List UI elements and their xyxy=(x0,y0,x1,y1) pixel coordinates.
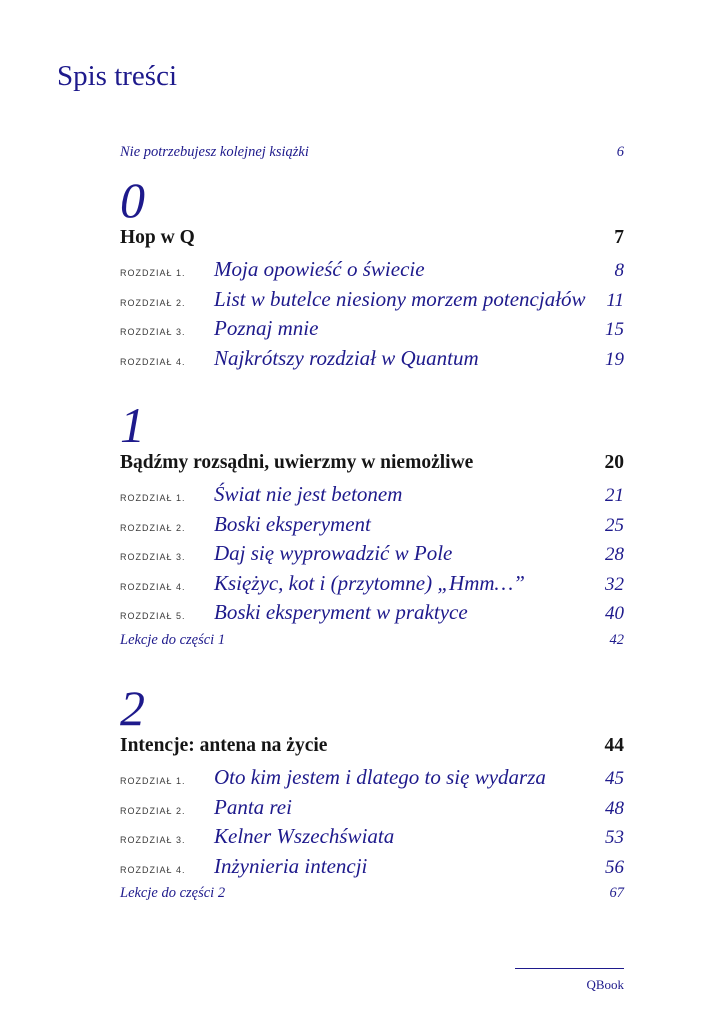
chapter-entry[interactable] xyxy=(120,316,624,346)
page-title: Spis treści xyxy=(57,60,178,92)
chapter-page: 32 xyxy=(605,573,624,595)
lessons-entry[interactable] xyxy=(120,885,624,902)
part-title: Intencje: antena na życie xyxy=(120,735,328,756)
chapter-page: 56 xyxy=(605,856,624,878)
chapter-entry[interactable] xyxy=(120,287,624,317)
chapter-entry[interactable] xyxy=(120,346,624,376)
chapter-page: 40 xyxy=(605,603,624,624)
chapter-title: Najkrótszy rozdział w Quantum xyxy=(214,345,479,370)
chapter-label: ROZDZIAŁ 3. xyxy=(120,835,186,845)
chapter-page: 8 xyxy=(614,260,624,281)
chapter-label: ROZDZIAŁ 4. xyxy=(120,356,186,367)
chapter-page: 45 xyxy=(605,768,624,789)
part-number: 1 xyxy=(120,397,145,453)
chapter-label: ROZDZIAŁ 3. xyxy=(120,327,186,337)
chapter-entry[interactable] xyxy=(120,765,624,795)
part-number: 2 xyxy=(120,680,145,736)
footer-divider xyxy=(515,968,624,969)
chapter-entry[interactable] xyxy=(120,600,624,630)
chapter-entry[interactable] xyxy=(120,482,624,512)
part-2 xyxy=(120,680,624,902)
chapter-title: Panta rei xyxy=(214,794,292,819)
part-1 xyxy=(120,397,624,649)
chapter-entry[interactable] xyxy=(120,257,624,287)
chapter-label: ROZDZIAŁ 2. xyxy=(120,297,186,308)
lessons-title: Lekcje do części 1 xyxy=(120,631,226,648)
chapter-title: List w butelce niesiony morzem potencjałów xyxy=(214,286,586,311)
part-page: 20 xyxy=(604,452,624,473)
chapter-label: ROZDZIAŁ 2. xyxy=(120,805,186,816)
chapter-title: Daj się wyprowadzić w Pole xyxy=(214,541,453,565)
chapter-title: Kelner Wszechświata xyxy=(214,824,395,848)
chapter-page: 15 xyxy=(605,319,624,340)
chapter-title: Oto kim jestem i dlatego to się wydarza xyxy=(214,765,546,789)
chapter-entry[interactable] xyxy=(120,854,624,884)
chapter-title: Księżyc, kot i (przytomne) „Hmm…” xyxy=(214,570,525,595)
chapter-entry[interactable] xyxy=(120,571,624,601)
part-heading[interactable] xyxy=(120,227,624,257)
chapter-label: ROZDZIAŁ 1. xyxy=(120,268,186,278)
lessons-entry[interactable] xyxy=(120,632,624,649)
chapter-title: Świat nie jest betonem xyxy=(214,482,403,506)
part-page: 7 xyxy=(614,227,624,248)
lessons-page: 67 xyxy=(609,885,624,901)
chapter-page: 25 xyxy=(605,514,624,536)
chapter-entry[interactable] xyxy=(120,824,624,854)
intro-title: Nie potrzebujesz kolejnej książki xyxy=(120,144,309,160)
chapter-label: ROZDZIAŁ 1. xyxy=(120,493,186,503)
chapter-title: Poznaj mnie xyxy=(214,316,319,340)
chapter-title: Boski eksperyment xyxy=(214,511,371,536)
chapter-page: 11 xyxy=(606,289,624,311)
part-heading[interactable] xyxy=(120,452,624,482)
chapter-entry[interactable] xyxy=(120,795,624,825)
chapter-title: Inżynieria intencji xyxy=(214,853,368,878)
chapter-label: ROZDZIAŁ 2. xyxy=(120,522,186,533)
chapter-label: ROZDZIAŁ 3. xyxy=(120,552,186,562)
chapter-page: 21 xyxy=(605,485,624,506)
chapter-title: Boski eksperyment w praktyce xyxy=(214,600,468,624)
chapter-label: ROZDZIAŁ 1. xyxy=(120,776,186,786)
part-number: 0 xyxy=(120,172,145,228)
footer-brand: QBook xyxy=(586,977,624,992)
lessons-title: Lekcje do części 2 xyxy=(120,885,226,901)
chapter-page: 53 xyxy=(605,827,624,848)
chapter-label: ROZDZIAŁ 4. xyxy=(120,581,186,592)
part-page: 44 xyxy=(604,735,624,756)
chapter-entry[interactable] xyxy=(120,512,624,542)
part-title: Hop w Q xyxy=(120,227,195,248)
chapter-page: 28 xyxy=(605,544,624,565)
chapter-page: 48 xyxy=(605,797,624,819)
chapter-entry[interactable] xyxy=(120,541,624,571)
chapter-page: 19 xyxy=(605,348,624,370)
part-heading[interactable] xyxy=(120,735,624,765)
chapter-title: Moja opowieść o świecie xyxy=(214,257,425,281)
lessons-page: 42 xyxy=(609,631,624,648)
intro-entry[interactable] xyxy=(120,144,624,161)
chapter-label: ROZDZIAŁ 5. xyxy=(120,611,186,621)
part-title: Bądźmy rozsądni, uwierzmy w niemożliwe xyxy=(120,452,474,473)
chapter-label: ROZDZIAŁ 4. xyxy=(120,864,186,875)
part-0 xyxy=(120,172,624,375)
intro-page: 6 xyxy=(616,144,624,160)
